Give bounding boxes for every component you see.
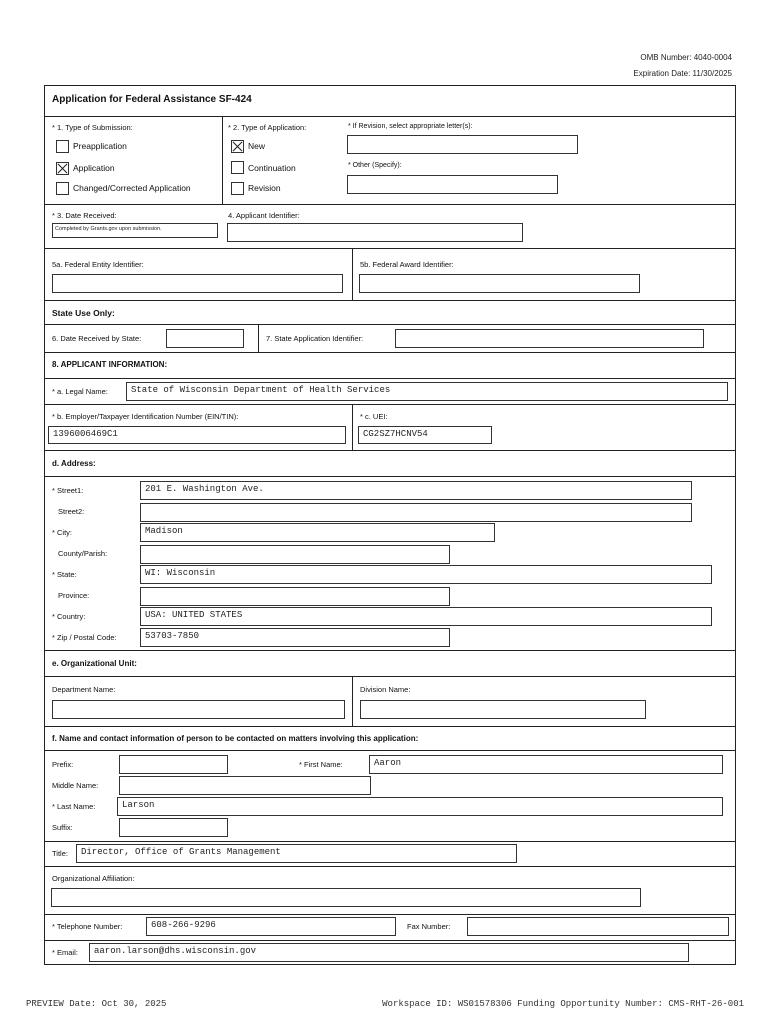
legal-name-field[interactable]: State of Wisconsin Department of Health Services [126,382,728,401]
divider [44,940,736,941]
omb-number: OMB Number: 4040-0004 [640,53,732,62]
divider [44,378,736,379]
org-affiliation-field[interactable] [51,888,641,907]
revision-checkbox[interactable] [231,182,244,195]
state-label: * State: [52,570,77,579]
uei-field[interactable]: CG2SZ7HCNV54 [358,426,492,444]
telephone-label: * Telephone Number: [52,922,123,931]
street1-field[interactable]: 201 E. Washington Ave. [140,481,692,500]
suffix-label: Suffix: [52,823,73,832]
divider [44,676,736,677]
other-specify-field[interactable] [347,175,558,194]
revision-letters-label: * If Revision, select appropriate letter(s): [348,123,473,130]
zip-label: * Zip / Postal Code: [52,633,117,642]
divider [258,324,259,352]
division-label: Division Name: [360,685,411,694]
city-field[interactable]: Madison [140,523,495,542]
preapplication-checkbox[interactable] [56,140,69,153]
middle-name-field[interactable] [119,776,371,795]
divider [352,404,353,450]
application-type-label: * 2. Type of Application: [228,123,307,132]
divider [44,866,736,867]
ein-field[interactable]: 1396006469C1 [48,426,346,444]
federal-entity-field[interactable] [52,274,343,293]
divider [44,404,736,405]
changed-corrected-label: Changed/Corrected Application [73,183,191,193]
revision-label: Revision [248,183,281,193]
divider [44,750,736,751]
last-name-label: * Last Name: [52,802,96,811]
divider [44,352,736,353]
workspace-info: Workspace ID: WS01578306 Funding Opportunity Number: CMS-RHT-26-001 [382,999,744,1009]
divider [44,324,736,325]
divider [44,204,736,205]
country-field[interactable]: USA: UNITED STATES [140,607,712,626]
divider [44,300,736,301]
date-received-state-label: 6. Date Received by State: [52,334,142,343]
applicant-identifier-field[interactable] [227,223,523,242]
divider [222,116,223,204]
street2-label: Street2: [58,507,85,516]
divider [44,650,736,651]
federal-award-label: 5b. Federal Award Identifier: [360,260,454,269]
province-label: Province: [58,591,90,600]
divider [44,450,736,451]
first-name-field[interactable]: Aaron [369,755,723,774]
street1-label: * Street1: [52,486,84,495]
divider [44,248,736,249]
application-label: Application [73,163,115,173]
street2-field[interactable] [140,503,692,522]
department-label: Department Name: [52,685,116,694]
applicant-information-heading: 8. APPLICANT INFORMATION: [52,360,168,369]
title-label: Title: [52,849,68,858]
applicant-identifier-label: 4. Applicant Identifier: [228,211,300,220]
county-label: County/Parish: [58,549,108,558]
last-name-field[interactable]: Larson [117,797,723,816]
uei-label: * c. UEI: [360,412,388,421]
division-field[interactable] [360,700,646,719]
ein-label: * b. Employer/Taxpayer Identification Number (EIN/TIN): [52,412,239,421]
prefix-label: Prefix: [52,760,74,769]
state-use-only-heading: State Use Only: [52,308,115,318]
expiration-date: Expiration Date: 11/30/2025 [633,69,732,78]
divider [44,476,736,477]
middle-name-label: Middle Name: [52,781,99,790]
new-label: New [248,141,266,151]
address-heading: d. Address: [52,459,96,468]
date-received-state-field[interactable] [166,329,244,348]
state-app-id-field[interactable] [395,329,704,348]
continuation-checkbox[interactable] [231,161,244,174]
state-app-id-label: 7. State Application Identifier: [266,334,364,343]
org-unit-heading: e. Organizational Unit: [52,659,137,668]
divider [352,676,353,726]
province-field[interactable] [140,587,450,606]
divider [44,841,736,842]
new-checkbox[interactable] [231,140,244,153]
date-received-label: * 3. Date Received: [52,211,117,220]
revision-letters-field[interactable] [347,135,578,154]
divider [44,914,736,915]
other-specify-label: * Other (Specify): [348,162,402,169]
contact-heading: f. Name and contact information of person to be contacted on matters involving this application: [52,734,419,743]
email-label: * Email: [52,948,78,957]
submission-type-label: * 1. Type of Submission: [52,123,133,132]
federal-award-field[interactable] [359,274,640,293]
county-field[interactable] [140,545,450,564]
email-field[interactable]: aaron.larson@dhs.wisconsin.gov [89,943,689,962]
title-field[interactable]: Director, Office of Grants Management [76,844,517,863]
state-field[interactable]: WI: Wisconsin [140,565,712,584]
prefix-field[interactable] [119,755,228,774]
zip-field[interactable]: 53703-7850 [140,628,450,647]
legal-name-label: * a. Legal Name: [52,387,108,396]
divider [352,248,353,300]
federal-entity-label: 5a. Federal Entity Identifier: [52,260,144,269]
fax-label: Fax Number: [407,922,451,931]
first-name-label: * First Name: [299,760,343,769]
city-label: * City: [52,528,73,537]
application-checkbox[interactable] [56,162,69,175]
changed-corrected-checkbox[interactable] [56,182,69,195]
date-received-field: Completed by Grants.gov upon submission. [52,223,218,238]
divider [44,116,736,117]
preview-date: PREVIEW Date: Oct 30, 2025 [26,999,167,1009]
divider [44,726,736,727]
preapplication-label: Preapplication [73,141,127,151]
telephone-field[interactable]: 608-266-9296 [146,917,396,936]
form-title: Application for Federal Assistance SF-424 [52,94,252,105]
suffix-field[interactable] [119,818,228,837]
department-field[interactable] [52,700,345,719]
org-affiliation-label: Organizational Affiliation: [52,874,135,883]
continuation-label: Continuation [248,163,296,173]
fax-field[interactable] [467,917,729,936]
country-label: * Country: [52,612,86,621]
